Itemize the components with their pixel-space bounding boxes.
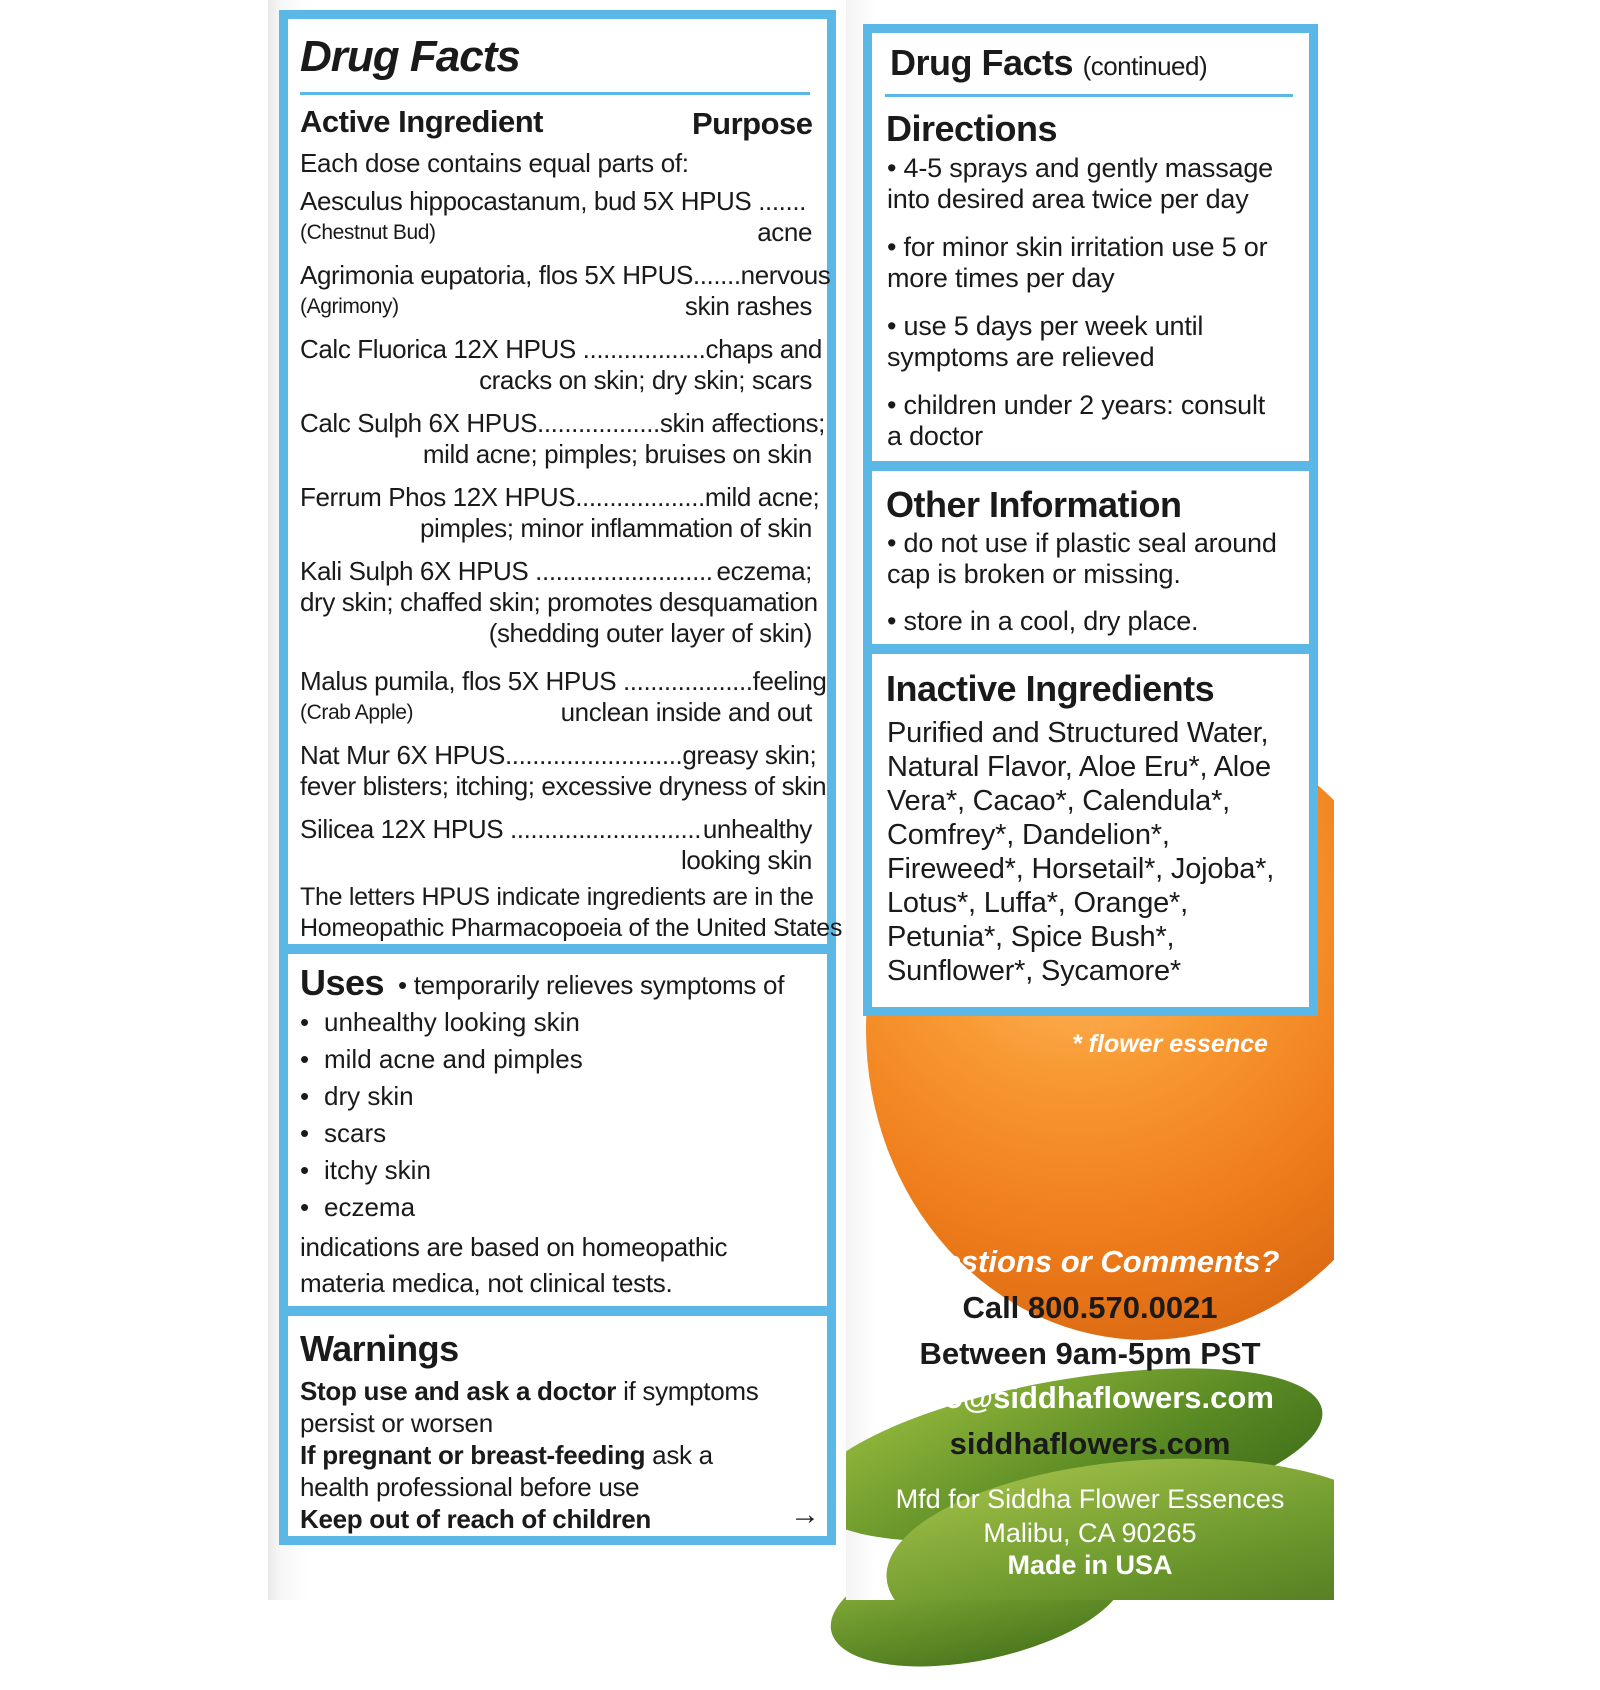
- inactive-ingredients-title: Inactive Ingredients: [886, 668, 1215, 709]
- purpose-header: Purpose: [692, 106, 813, 141]
- ingredient-purpose: cracks on skin; dry skin; scars: [479, 365, 812, 395]
- title-rule: [300, 92, 810, 95]
- inactive-ingredient-line: Lotus*, Luffa*, Orange*,: [887, 887, 1188, 919]
- website: siddhaflowers.com: [949, 1426, 1231, 1461]
- uses-item: • scars: [300, 1115, 583, 1152]
- ingredient-purpose: nervous: [740, 260, 831, 290]
- ingredient-name: (Crab Apple): [300, 701, 414, 724]
- ingredient-name: Calc Sulph 6X HPUS..................: [300, 408, 660, 438]
- phone-number: Call 800.570.0021: [962, 1290, 1218, 1325]
- ingredient-line: [300, 587, 818, 618]
- ingredient-purpose: dry skin; chaffed skin; promotes desquamation: [300, 587, 818, 617]
- ingredient-purpose: skin affections;: [659, 408, 825, 438]
- email-address: info@siddhaflowers.com: [906, 1380, 1274, 1415]
- hours: Between 9am-5pm PST: [919, 1336, 1261, 1371]
- other-information-item: • store in a cool, dry place.: [887, 606, 1199, 636]
- ingredient-row: [300, 186, 812, 248]
- ingredient-name: Malus pumila, flos 5X HPUS ...................: [300, 666, 753, 696]
- made-in-usa: Made in USA: [1007, 1550, 1173, 1580]
- warning-bold: Stop use and ask a doctor: [300, 1376, 617, 1406]
- ingredient-line: [300, 291, 812, 322]
- ingredient-line: [300, 482, 820, 513]
- ingredient-purpose: greasy skin;: [682, 740, 817, 770]
- ingredient-purpose: (shedding outer layer of skin): [488, 618, 812, 648]
- inactive-ingredient-line: Purified and Structured Water,: [887, 717, 1269, 749]
- hpus-note: The letters HPUS indicate ingredients are in the: [300, 883, 814, 911]
- warning-pregnant: [300, 1440, 713, 1471]
- section-divider: [279, 1306, 836, 1316]
- ingredient-row: [300, 740, 827, 802]
- hpus-note: Homeopathic Pharmacopoeia of the United States: [300, 914, 843, 942]
- warning-stop-use: [300, 1376, 758, 1407]
- ingredient-purpose: mild acne;: [704, 482, 820, 512]
- ingredient-name: Agrimonia eupatoria, flos 5X HPUS.......: [300, 260, 741, 290]
- ingredient-purpose: acne: [757, 217, 812, 247]
- warning-text: ask a: [645, 1440, 713, 1470]
- continued-label: (continued): [1082, 51, 1208, 81]
- ingredient-name: Ferrum Phos 12X HPUS...................: [300, 482, 705, 512]
- questions-label: Questions or Comments?: [900, 1244, 1280, 1279]
- dose-note: Each dose contains equal parts of:: [300, 148, 689, 178]
- ingredient-name: Silicea 12X HPUS ............................: [300, 814, 702, 844]
- ingredient-line: [300, 666, 827, 697]
- uses-item: • itchy skin: [300, 1152, 583, 1189]
- directions-title: Directions: [886, 108, 1058, 149]
- uses-list: [300, 1004, 583, 1226]
- ingredient-line: [300, 845, 812, 876]
- ingredient-purpose: unclean inside and out: [560, 697, 812, 727]
- warnings-title: Warnings: [300, 1328, 459, 1369]
- inactive-ingredient-line: Natural Flavor, Aloe Eru*, Aloe: [887, 751, 1271, 783]
- uses-item: • mild acne and pimples: [300, 1041, 583, 1078]
- ingredient-line: [300, 771, 827, 802]
- ingredient-row: [300, 408, 825, 470]
- ingredient-line: [300, 260, 831, 291]
- ingredient-name: Nat Mur 6X HPUS..........................: [300, 740, 683, 770]
- warning-bold: If pregnant or breast-feeding: [300, 1440, 646, 1470]
- ingredient-name: Aesculus hippocastanum, bud 5X HPUS .......: [300, 186, 806, 216]
- warning-text: health professional before use: [300, 1472, 640, 1502]
- warning-text: persist or worsen: [300, 1408, 493, 1438]
- ingredient-line: [300, 408, 825, 439]
- ingredient-line: [300, 365, 812, 396]
- uses-intro: • temporarily relieves symptoms of: [398, 970, 785, 1000]
- ingredient-purpose: pimples; minor inflammation of skin: [419, 513, 812, 543]
- directions-item: • 4-5 sprays and gently massage: [887, 153, 1273, 183]
- ingredient-purpose: chaps and: [705, 334, 822, 364]
- warning-text: if symptoms: [616, 1376, 759, 1406]
- warning-bold: Keep out of reach of children: [300, 1504, 652, 1534]
- uses-title: Uses: [300, 962, 385, 1003]
- inactive-ingredient-line: Petunia*, Spice Bush*,: [887, 921, 1175, 953]
- ingredient-row: [300, 334, 822, 396]
- other-information-item: • do not use if plastic seal around: [887, 528, 1277, 558]
- inactive-ingredient-line: Vera*, Cacao*, Calendula*,: [887, 785, 1231, 817]
- directions-item: • for minor skin irritation use 5 or: [887, 232, 1268, 262]
- ingredient-name: (Agrimony): [300, 295, 399, 318]
- directions-item: • children under 2 years: consult: [887, 390, 1266, 420]
- ingredient-row: [300, 814, 812, 876]
- ingredient-purpose: feeling: [752, 666, 827, 696]
- uses-item: • dry skin: [300, 1078, 583, 1115]
- directions-item: symptoms are relieved: [887, 342, 1155, 372]
- directions-item: more times per day: [887, 263, 1115, 293]
- ingredient-purpose: mild acne; pimples; bruises on skin: [422, 439, 812, 469]
- section-divider: [279, 944, 836, 954]
- address: Malibu, CA 90265: [983, 1518, 1197, 1548]
- flower-essence-note: * flower essence: [1072, 1030, 1268, 1058]
- drug-facts-title: Drug Facts: [300, 32, 520, 81]
- drug-facts-continued-title: [890, 42, 1207, 84]
- ingredient-line: [300, 814, 812, 845]
- active-ingredient-header: Active Ingredient: [300, 104, 543, 139]
- ingredient-purpose: skin rashes: [684, 291, 812, 321]
- ingredient-name: Kali Sulph 6X HPUS ..........................: [300, 556, 713, 586]
- drug-facts-title: Drug Facts: [890, 42, 1074, 83]
- other-information-title: Other Information: [886, 484, 1182, 525]
- ingredient-name: Calc Fluorica 12X HPUS ..................: [300, 334, 706, 364]
- ingredient-line: [300, 439, 812, 470]
- inactive-ingredient-line: Fireweed*, Horsetail*, Jojoba*,: [887, 853, 1275, 885]
- ingredient-purpose: eczema;: [716, 556, 812, 586]
- ingredient-row: [300, 260, 831, 322]
- continue-arrow-icon: →: [790, 1498, 820, 1531]
- ingredient-line: [300, 186, 812, 217]
- ingredient-line: [300, 513, 812, 544]
- ingredient-line: [300, 740, 817, 771]
- ingredient-line: [300, 697, 812, 728]
- directions-item: into desired area twice per day: [887, 184, 1249, 214]
- ingredient-name: (Chestnut Bud): [300, 221, 436, 244]
- inactive-ingredient-line: Comfrey*, Dandelion*,: [887, 819, 1170, 851]
- section-divider: [863, 644, 1318, 654]
- ingredient-purpose: looking skin: [680, 845, 812, 875]
- ingredient-line: [300, 334, 822, 365]
- section-divider: [863, 461, 1318, 471]
- ingredient-purpose: unhealthy: [702, 814, 812, 844]
- title-rule: [885, 94, 1293, 97]
- ingredient-row: [300, 482, 820, 544]
- ingredient-row: [300, 556, 818, 649]
- inactive-ingredient-line: Sunflower*, Sycamore*: [887, 955, 1181, 987]
- warning-keep-out: [300, 1504, 651, 1535]
- uses-note: materia medica, not clinical tests.: [300, 1268, 673, 1298]
- ingredient-line: [300, 556, 812, 587]
- ingredient-row: [300, 666, 827, 728]
- ingredient-line: [300, 217, 812, 248]
- manufacturer: Mfd for Siddha Flower Essences: [895, 1484, 1285, 1514]
- uses-item: • unhealthy looking skin: [300, 1004, 583, 1041]
- other-information-item: cap is broken or missing.: [887, 559, 1181, 589]
- ingredient-purpose: fever blisters; itching; excessive dryness of skin: [300, 771, 827, 801]
- directions-item: a doctor: [887, 421, 983, 451]
- uses-note: indications are based on homeopathic: [300, 1232, 728, 1262]
- directions-item: • use 5 days per week until: [887, 311, 1204, 341]
- uses-item: • eczema: [300, 1189, 583, 1226]
